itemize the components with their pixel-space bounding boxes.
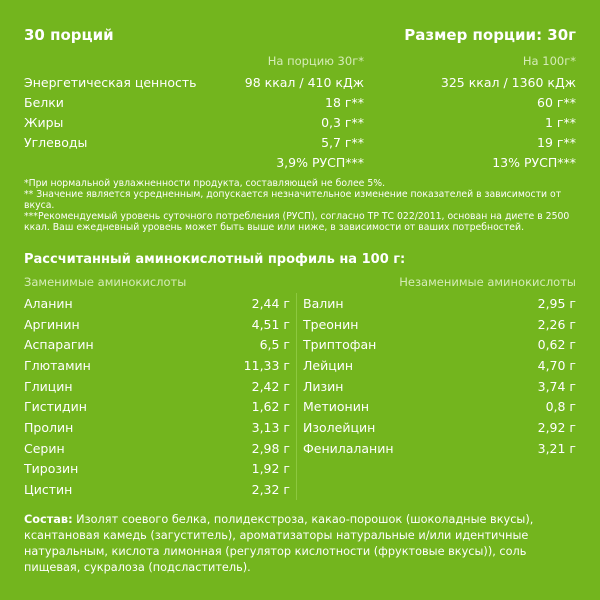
amino-profile-title: Рассчитанный аминокислотный профиль на 100 г: (24, 252, 406, 267)
amino-column-headers (24, 275, 576, 293)
nonessential-list (24, 293, 297, 500)
amino-name: Тирозин (24, 461, 79, 477)
essential-header: Незаменимые аминокислоты (399, 275, 576, 289)
per-serving-header: На порцию 30г* (267, 54, 364, 68)
amino-row (24, 334, 296, 355)
amino-row (24, 293, 296, 314)
amino-value: 2,92 г (537, 419, 576, 435)
nutrition-row (24, 72, 576, 92)
rusp-per-serving: 3,9% РУСП*** (276, 154, 364, 170)
footnote: *При нормальной увлажненности продукта, составляющей не более 5%. (24, 178, 386, 189)
rusp-per-100g: 13% РУСП*** (492, 154, 576, 170)
amino-value: 11,33 г (243, 357, 290, 373)
amino-name: Изолейцин (303, 419, 376, 435)
amino-row (24, 479, 296, 500)
amino-row (24, 417, 296, 438)
nutrition-column-headers (24, 54, 576, 72)
amino-row (24, 459, 296, 480)
nutrient-name: Жиры (24, 114, 64, 130)
amino-row (297, 355, 576, 376)
footnote: ***Рекомендуемый уровень суточного потребления (РУСП), согласно ТР ТС 022/2011, основан на диете в 2500 ккал. Ваш ежедневный уровень может быть выше или ниже, в зависимости от ваших потребностей. (24, 211, 570, 233)
nutrition-row (24, 132, 576, 152)
amino-value: 0,8 г (545, 399, 576, 415)
amino-value: 3,13 г (251, 419, 290, 435)
amino-row (297, 438, 576, 459)
amino-name: Гистидин (24, 399, 87, 415)
amino-value: 4,51 г (251, 316, 290, 332)
amino-value: 4,70 г (537, 357, 576, 373)
amino-name: Метионин (303, 399, 369, 415)
essential-list (297, 293, 576, 500)
amino-value: 2,42 г (251, 378, 290, 394)
amino-value: 2,98 г (251, 440, 290, 456)
label-header (24, 26, 576, 50)
nutrient-name: Углеводы (24, 134, 88, 150)
composition (24, 512, 576, 576)
amino-row (297, 417, 576, 438)
amino-value: 3,21 г (537, 440, 576, 456)
amino-name: Аспарагин (24, 337, 94, 353)
amino-name: Треонин (303, 316, 359, 332)
nutrition-row (24, 112, 576, 132)
amino-row (297, 334, 576, 355)
per-100g-header: На 100г* (522, 54, 576, 68)
amino-name: Цистин (24, 482, 73, 498)
amino-value: 2,44 г (251, 295, 290, 311)
amino-row (297, 314, 576, 335)
nutrient-per-100g: 60 г** (537, 94, 576, 110)
amino-row (24, 438, 296, 459)
amino-value: 1,92 г (251, 461, 290, 477)
amino-row (297, 293, 576, 314)
amino-row (24, 314, 296, 335)
amino-name: Лейцин (303, 357, 354, 373)
nutrition-row (24, 92, 576, 112)
amino-row (297, 396, 576, 417)
nutrient-per-serving: 5,7 г** (321, 134, 364, 150)
amino-name: Глицин (24, 378, 73, 394)
amino-value: 2,32 г (251, 482, 290, 498)
amino-name: Аргинин (24, 316, 80, 332)
amino-value: 0,62 г (537, 337, 576, 353)
footnotes (24, 178, 576, 233)
amino-value: 1,62 г (251, 399, 290, 415)
amino-name: Фенилаланин (303, 440, 394, 456)
composition-label: Состав: (24, 512, 73, 526)
nutrient-name: Белки (24, 94, 64, 110)
amino-row (24, 396, 296, 417)
amino-name: Валин (303, 295, 344, 311)
amino-row (24, 376, 296, 397)
amino-name: Аланин (24, 295, 73, 311)
nutrient-per-100g: 1 г** (545, 114, 576, 130)
amino-value: 3,74 г (537, 378, 576, 394)
amino-value: 2,26 г (537, 316, 576, 332)
nutrient-per-serving: 0,3 г** (321, 114, 364, 130)
footnote: ** Значение является усредненным, допускается незначительное изменение показателей в зависимости от вкуса. (24, 189, 562, 211)
nutrient-per-serving: 98 ккал / 410 кДж (244, 74, 364, 90)
amino-row (297, 376, 576, 397)
nutrient-per-serving: 18 г** (325, 94, 364, 110)
nutrition-table (24, 72, 576, 172)
nutrient-per-100g: 325 ккал / 1360 кДж (440, 74, 576, 90)
amino-name: Серин (24, 440, 65, 456)
amino-row (24, 355, 296, 376)
amino-name: Триптофан (303, 337, 377, 353)
amino-value: 6,5 г (259, 337, 290, 353)
amino-name: Лизин (303, 378, 344, 394)
amino-name: Пролин (24, 419, 74, 435)
amino-name: Глютамин (24, 357, 91, 373)
serving-size: Размер порции: 30г (404, 26, 576, 44)
nutrient-per-100g: 19 г** (537, 134, 576, 150)
nutrient-name: Энергетическая ценность (24, 74, 197, 90)
amino-value: 2,95 г (537, 295, 576, 311)
nonessential-header: Заменимые аминокислоты (24, 275, 187, 289)
nutrition-label (24, 26, 576, 576)
rusp-row (24, 152, 576, 172)
servings-count: 30 порций (24, 26, 114, 44)
composition-text: Изолят соевого белка, полидекстроза, какао-порошок (шоколадные вкусы), ксантановая камедь (загуститель), ароматизаторы натуральные и/или идентичные натуральным, кислота лимонная (регулятор кислотности (фруктовые вкусы)), соль пищевая, сукралоза (подсластитель). (24, 512, 534, 574)
amino-table (24, 293, 576, 500)
